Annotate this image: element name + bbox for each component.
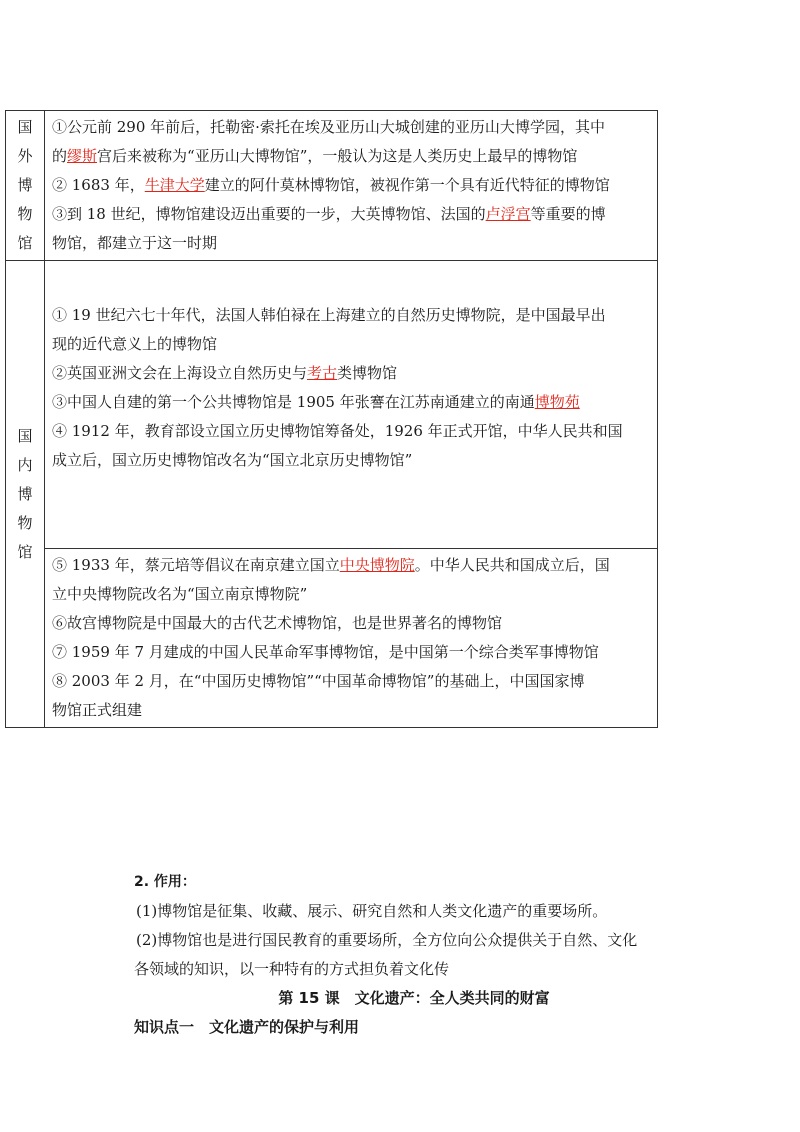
- museum-function-section: [134, 868, 694, 1042]
- domestic-museum-content-later: [45, 549, 658, 728]
- highlighted-term: 卢浮宫: [485, 205, 531, 223]
- line-text: ⑦ 1959 年 7 月建成的中国人民革命军事博物馆，是中国第一个综合类军事博物馆: [52, 643, 599, 661]
- foreign-museum-content: [45, 111, 658, 261]
- table-row-foreign: [6, 111, 658, 261]
- table-line: [52, 696, 651, 725]
- line-text: 物馆，都建立于这一时期: [52, 234, 218, 252]
- line-text: ④ 1912 年，教育部设立国立历史博物馆筹备处，1926 年正式开馆，中华人民共和国: [52, 422, 623, 440]
- table-row-domestic-a: [6, 261, 658, 549]
- table-line: [52, 301, 651, 330]
- domestic-museum-content-early: [45, 261, 658, 549]
- line-text: 物馆正式组建: [52, 701, 143, 719]
- table-line: [52, 609, 651, 638]
- line-text: 立中央博物院改名为“国立南京博物院”: [52, 585, 308, 603]
- line-text: ⑤ 1933 年，蔡元培等倡议在南京建立国立: [52, 556, 340, 574]
- museum-history-table: [5, 110, 658, 728]
- line-text: ②英国亚洲文会在上海设立自然历史与: [52, 364, 308, 382]
- line-text: 。中华人民共和国成立后，国: [414, 556, 610, 574]
- line-text: ⑥故宫博物院是中国最大的古代艺术博物馆，也是世界著名的博物馆: [52, 614, 503, 632]
- table-line: [52, 638, 651, 667]
- table-line: [52, 667, 651, 696]
- foreign-museum-label: 国 外 博 物 馆: [6, 111, 45, 261]
- highlighted-term: 考古: [307, 364, 338, 382]
- line-text: 成立后，国立历史博物馆改名为“国立北京历史博物馆”: [52, 451, 413, 469]
- function-heading: 2. 作用：: [134, 874, 196, 890]
- table-line: [52, 113, 651, 142]
- domestic-museum-label: 国 内 博 物 馆: [6, 261, 45, 728]
- table-line: [52, 171, 651, 200]
- knowledge-point-title: 知识点一 文化遗产的保护与利用: [134, 1018, 360, 1036]
- function-point-1: (1)博物馆是征集、收藏、展示、研究自然和人类文化遗产的重要场所。: [136, 902, 608, 920]
- line-text: ② 1683 年，: [52, 176, 145, 194]
- line-text: ①公元前 290 年前后，托勒密·索托在埃及亚历山大城创建的亚历山大博学园，其中: [52, 118, 605, 136]
- line-text: ③到 18 世纪，博物馆建设迈出重要的一步，大英博物馆、法国的: [52, 205, 486, 223]
- table-line: [52, 330, 651, 359]
- table-line: [52, 142, 651, 171]
- table-line: [52, 388, 651, 417]
- table-line: [52, 359, 651, 388]
- table-line: [52, 417, 651, 446]
- line-text: ⑧ 2003 年 2 月，在“中国历史博物馆”“中国革命博物馆”的基础上，中国国家博: [52, 672, 585, 690]
- table-line: [52, 229, 651, 258]
- line-text: 的: [52, 147, 68, 165]
- table-line: [52, 551, 651, 580]
- line-text: ① 19 世纪六七十年代，法国人韩伯禄在上海建立的自然历史博物院，是中国最早出: [52, 306, 606, 324]
- table-line: [52, 200, 651, 229]
- table-line: [52, 446, 651, 475]
- line-text: 类博物馆: [337, 364, 398, 382]
- highlighted-term: 博物苑: [534, 393, 580, 411]
- line-text: ③中国人自建的第一个公共博物馆是 1905 年张謇在江苏南通建立的南通: [52, 393, 535, 411]
- highlighted-term: 牛津大学: [144, 176, 205, 194]
- function-point-2-line-1: (2)博物馆也是进行国民教育的重要场所，全方位向公众提供关于自然、文化: [136, 931, 638, 949]
- line-text: 等重要的博: [530, 205, 606, 223]
- line-text: 宫后来被称为“亚历山大博物馆”，一般认为这是人类历史上最早的博物馆: [97, 147, 578, 165]
- highlighted-term: 中央博物院: [339, 556, 415, 574]
- lesson-title: 第 15 课 文化遗产：全人类共同的财富: [278, 989, 550, 1007]
- table-row-domestic-b: [6, 549, 658, 728]
- highlighted-term: 缪斯: [67, 147, 98, 165]
- line-text: 建立的阿什莫林博物馆，被视作第一个具有近代特征的博物馆: [204, 176, 610, 194]
- function-point-2-line-2: 各领域的知识，以一种特有的方式担负着文化传: [134, 960, 450, 978]
- table-line: [52, 580, 651, 609]
- line-text: 现的近代意义上的博物馆: [52, 335, 218, 353]
